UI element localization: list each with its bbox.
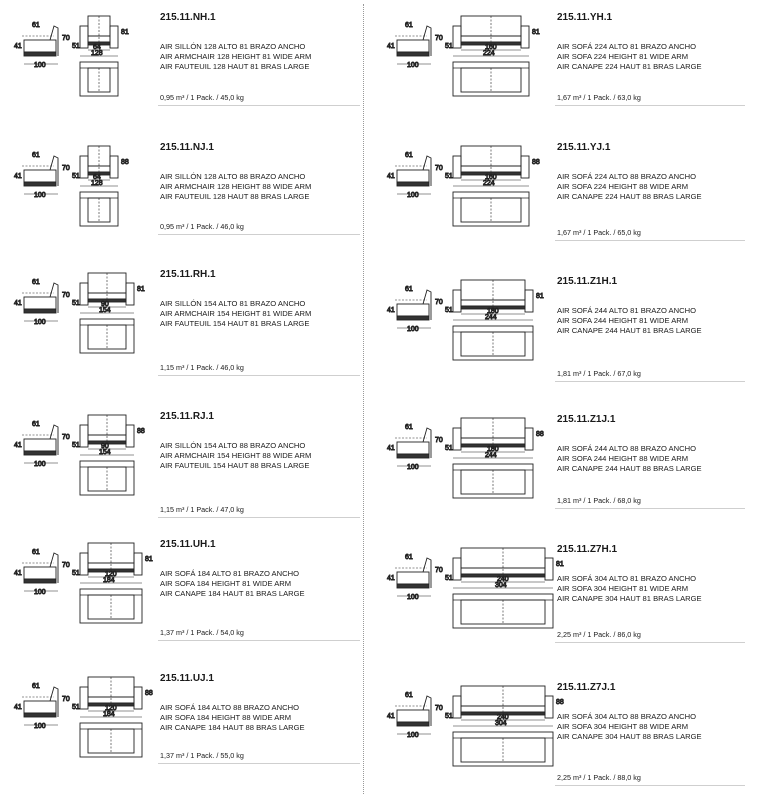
entry-divider	[555, 105, 745, 106]
inner-height-label: 51	[445, 173, 453, 180]
arm-height-label: 70	[62, 562, 70, 569]
product-description	[160, 299, 311, 329]
total-width-label: 304	[495, 582, 507, 589]
packaging-info: 1,37 m³ / 1 Pack. / 55,0 kg	[160, 751, 244, 760]
top-view	[80, 723, 142, 757]
description-line: AIR CANAPE 224 HAUT 88 BRAS LARGE	[557, 192, 702, 201]
front-view	[80, 677, 153, 718]
seat-width-label: 64	[93, 44, 101, 51]
seat-height-label: 41	[387, 307, 395, 314]
arm-height-label: 70	[62, 292, 70, 299]
description-line: AIR SOFA 244 HEIGHT 81 WIDE ARM	[557, 316, 689, 325]
arm-height-label: 70	[435, 165, 443, 172]
front-view	[80, 415, 145, 456]
product-code: 215.11.Z7H.1	[557, 544, 618, 555]
description-line: AIR FAUTEUIL 128 HAUT 88 BRAS LARGE	[160, 192, 310, 201]
product-description	[160, 703, 305, 733]
total-width-label: 154	[99, 307, 111, 314]
top-view	[453, 594, 553, 628]
depth-label: 100	[407, 326, 419, 333]
packaging-info: 1,15 m³ / 1 Pack. / 47,0 kg	[160, 505, 244, 514]
product-code: 215.11.YH.1	[557, 12, 613, 23]
inner-height-label: 51	[72, 173, 80, 180]
top-view	[80, 589, 142, 623]
front-view	[453, 280, 544, 321]
top-view	[80, 62, 118, 96]
total-height-label: 88	[137, 428, 145, 435]
depth-label: 100	[407, 464, 419, 471]
seat-depth-label: 61	[405, 424, 413, 431]
seat-width-label: 160	[485, 174, 497, 181]
side-view	[14, 549, 80, 596]
total-height-label: 81	[145, 556, 153, 563]
description-line: AIR SOFÁ 224 ALTO 81 BRAZO ANCHO	[557, 42, 696, 51]
top-view	[80, 461, 134, 495]
seat-width-label: 90	[101, 301, 109, 308]
product-code: 215.11.Z1J.1	[557, 414, 616, 425]
packaging-info: 1,81 m³ / 1 Pack. / 67,0 kg	[557, 369, 641, 378]
depth-label: 100	[34, 192, 46, 199]
arm-height-label: 70	[62, 696, 70, 703]
depth-label: 100	[407, 594, 419, 601]
product-drawing	[0, 407, 152, 517]
seat-width-label: 180	[487, 308, 499, 315]
top-view	[453, 326, 533, 360]
product-drawing	[373, 272, 549, 382]
depth-label: 100	[407, 732, 419, 739]
total-height-label: 81	[121, 29, 129, 36]
entry-divider	[555, 642, 745, 643]
arm-height-label: 70	[435, 35, 443, 42]
description-line: AIR ARMCHAIR 154 HEIGHT 81 WIDE ARM	[160, 309, 312, 318]
product-description	[160, 441, 311, 471]
description-line: AIR ARMCHAIR 128 HEIGHT 88 WIDE ARM	[160, 182, 312, 191]
depth-label: 100	[407, 62, 419, 69]
description-line: AIR CANAPE 184 HAUT 88 BRAS LARGE	[160, 723, 305, 732]
description-line: AIR SOFÁ 184 ALTO 81 BRAZO ANCHO	[160, 569, 299, 578]
product-description	[160, 172, 311, 202]
arm-height-label: 70	[435, 299, 443, 306]
description-line: AIR FAUTEUIL 154 HAUT 81 BRAS LARGE	[160, 319, 310, 328]
total-height-label: 88	[536, 431, 544, 438]
total-width-label: 304	[495, 720, 507, 727]
description-line: AIR SOFA 304 HEIGHT 88 WIDE ARM	[557, 722, 689, 731]
seat-depth-label: 61	[405, 554, 413, 561]
product-description	[160, 569, 305, 599]
side-view	[387, 152, 453, 199]
seat-height-label: 41	[387, 43, 395, 50]
top-view	[453, 464, 533, 498]
description-line: AIR CANAPE 224 HAUT 81 BRAS LARGE	[557, 62, 702, 71]
total-width-label: 128	[91, 180, 103, 187]
description-line: AIR SOFÁ 304 ALTO 81 BRAZO ANCHO	[557, 574, 696, 583]
seat-width-label: 240	[497, 576, 509, 583]
entry-divider	[158, 640, 360, 641]
description-line: AIR SOFA 224 HEIGHT 88 WIDE ARM	[557, 182, 689, 191]
entry-divider	[555, 785, 745, 786]
entry-divider	[158, 105, 360, 106]
side-view	[14, 683, 80, 730]
front-view	[453, 686, 564, 727]
seat-height-label: 41	[14, 704, 22, 711]
inner-height-label: 51	[445, 43, 453, 50]
side-view	[14, 152, 80, 199]
inner-height-label: 51	[445, 575, 453, 582]
packaging-info: 1,81 m³ / 1 Pack. / 68,0 kg	[557, 496, 641, 505]
description-line: AIR CANAPE 184 HAUT 81 BRAS LARGE	[160, 589, 305, 598]
product-description	[557, 172, 702, 202]
total-height-label: 81	[532, 29, 540, 36]
seat-depth-label: 61	[32, 152, 40, 159]
inner-height-label: 51	[72, 300, 80, 307]
top-view	[80, 319, 134, 353]
product-drawing	[0, 669, 152, 779]
depth-label: 100	[34, 723, 46, 730]
front-view	[80, 146, 129, 187]
side-view	[387, 554, 453, 601]
side-view	[14, 22, 80, 69]
packaging-info: 1,67 m³ / 1 Pack. / 63,0 kg	[557, 93, 641, 102]
description-line: AIR SOFA 224 HEIGHT 81 WIDE ARM	[557, 52, 689, 61]
total-width-label: 244	[485, 452, 497, 459]
seat-width-label: 64	[93, 174, 101, 181]
front-view	[453, 146, 540, 187]
product-description	[557, 712, 702, 742]
description-line: AIR SOFÁ 184 ALTO 88 BRAZO ANCHO	[160, 703, 299, 712]
description-line: AIR SOFÁ 244 ALTO 88 BRAZO ANCHO	[557, 444, 696, 453]
seat-depth-label: 61	[405, 152, 413, 159]
product-code: 215.11.RJ.1	[160, 411, 214, 422]
inner-height-label: 51	[72, 442, 80, 449]
inner-height-label: 51	[72, 43, 80, 50]
product-code: 215.11.UJ.1	[160, 673, 214, 684]
description-line: AIR SOFA 244 HEIGHT 88 WIDE ARM	[557, 454, 689, 463]
description-line: AIR ARMCHAIR 128 HEIGHT 81 WIDE ARM	[160, 52, 312, 61]
inner-height-label: 51	[445, 713, 453, 720]
description-line: AIR SILLÓN 154 ALTO 81 BRAZO ANCHO	[160, 299, 306, 308]
total-width-label: 154	[99, 449, 111, 456]
front-view	[80, 16, 129, 57]
description-line: AIR SOFA 184 HEIGHT 88 WIDE ARM	[160, 713, 292, 722]
total-height-label: 88	[145, 690, 153, 697]
packaging-info: 1,15 m³ / 1 Pack. / 46,0 kg	[160, 363, 244, 372]
product-code: 215.11.NJ.1	[160, 142, 214, 153]
seat-height-label: 41	[14, 173, 22, 180]
top-view	[453, 732, 553, 766]
packaging-info: 0,95 m³ / 1 Pack. / 46,0 kg	[160, 222, 244, 231]
seat-height-label: 41	[387, 173, 395, 180]
description-line: AIR FAUTEUIL 154 HAUT 88 BRAS LARGE	[160, 461, 310, 470]
entry-divider	[158, 517, 360, 518]
inner-height-label: 51	[445, 445, 453, 452]
side-view	[387, 286, 453, 333]
total-height-label: 88	[532, 159, 540, 166]
product-code: 215.11.NH.1	[160, 12, 216, 23]
total-width-label: 184	[103, 711, 115, 718]
description-line: AIR SOFA 184 HEIGHT 81 WIDE ARM	[160, 579, 292, 588]
description-line: AIR SOFÁ 304 ALTO 88 BRAZO ANCHO	[557, 712, 696, 721]
depth-label: 100	[34, 319, 46, 326]
packaging-info: 0,95 m³ / 1 Pack. / 45,0 kg	[160, 93, 244, 102]
side-view	[387, 424, 453, 471]
top-view	[80, 192, 118, 226]
depth-label: 100	[34, 589, 46, 596]
seat-width-label: 90	[101, 443, 109, 450]
seat-height-label: 41	[387, 445, 395, 452]
description-line: AIR CANAPE 244 HAUT 81 BRAS LARGE	[557, 326, 702, 335]
packaging-info: 1,67 m³ / 1 Pack. / 65,0 kg	[557, 228, 641, 237]
total-width-label: 224	[483, 50, 495, 57]
product-drawing	[373, 410, 549, 520]
entry-divider	[158, 763, 360, 764]
description-line: AIR SILLÓN 128 ALTO 88 BRAZO ANCHO	[160, 172, 306, 181]
depth-label: 100	[34, 62, 46, 69]
product-drawing	[373, 138, 549, 248]
total-height-label: 81	[536, 293, 544, 300]
description-line: AIR CANAPE 304 HAUT 81 BRAS LARGE	[557, 594, 702, 603]
product-drawing	[0, 138, 152, 248]
top-view	[453, 192, 529, 226]
description-line: AIR SOFÁ 244 ALTO 81 BRAZO ANCHO	[557, 306, 696, 315]
total-width-label: 244	[485, 314, 497, 321]
product-drawing	[373, 8, 549, 118]
total-height-label: 81	[556, 561, 564, 568]
product-description	[557, 42, 702, 72]
inner-height-label: 51	[72, 570, 80, 577]
seat-height-label: 41	[14, 442, 22, 449]
total-height-label: 88	[121, 159, 129, 166]
side-view	[14, 279, 80, 326]
entry-divider	[158, 375, 360, 376]
description-line: AIR CANAPE 244 HAUT 88 BRAS LARGE	[557, 464, 702, 473]
arm-height-label: 70	[62, 434, 70, 441]
product-code: 215.11.Z7J.1	[557, 682, 616, 693]
product-drawing	[373, 678, 564, 788]
seat-height-label: 41	[14, 570, 22, 577]
front-view	[453, 418, 544, 459]
arm-height-label: 70	[62, 165, 70, 172]
entry-divider	[555, 508, 745, 509]
entry-divider	[555, 240, 745, 241]
arm-height-label: 70	[435, 437, 443, 444]
seat-depth-label: 61	[405, 22, 413, 29]
packaging-info: 2,25 m³ / 1 Pack. / 86,0 kg	[557, 630, 641, 639]
arm-height-label: 70	[62, 35, 70, 42]
seat-width-label: 120	[105, 705, 117, 712]
side-view	[14, 421, 80, 468]
seat-height-label: 41	[14, 43, 22, 50]
total-width-label: 128	[91, 50, 103, 57]
packaging-info: 1,37 m³ / 1 Pack. / 54,0 kg	[160, 628, 244, 637]
inner-height-label: 51	[445, 307, 453, 314]
product-drawing	[0, 535, 152, 645]
product-description	[557, 306, 702, 336]
entry-divider	[158, 234, 360, 235]
description-line: AIR SILLÓN 128 ALTO 81 BRAZO ANCHO	[160, 42, 306, 51]
description-line: AIR SOFA 304 HEIGHT 81 WIDE ARM	[557, 584, 689, 593]
total-height-label: 81	[137, 286, 145, 293]
product-description	[160, 42, 311, 72]
product-description	[557, 574, 702, 604]
seat-height-label: 41	[387, 575, 395, 582]
depth-label: 100	[34, 461, 46, 468]
seat-width-label: 180	[487, 446, 499, 453]
product-drawing	[0, 8, 152, 118]
description-line: AIR FAUTEUIL 128 HAUT 81 BRAS LARGE	[160, 62, 310, 71]
product-description	[557, 444, 702, 474]
seat-depth-label: 61	[32, 279, 40, 286]
seat-depth-label: 61	[405, 286, 413, 293]
seat-height-label: 41	[14, 300, 22, 307]
front-view	[80, 543, 153, 584]
entry-divider	[555, 381, 745, 382]
product-code: 215.11.RH.1	[160, 269, 216, 280]
product-drawing	[0, 265, 152, 375]
front-view	[453, 548, 564, 589]
product-code: 215.11.YJ.1	[557, 142, 611, 153]
description-line: AIR SILLÓN 154 ALTO 88 BRAZO ANCHO	[160, 441, 306, 450]
side-view	[387, 22, 453, 69]
packaging-info: 2,25 m³ / 1 Pack. / 88,0 kg	[557, 773, 641, 782]
column-separator	[363, 4, 364, 794]
front-view	[80, 273, 145, 314]
top-view	[453, 62, 529, 96]
seat-depth-label: 61	[405, 692, 413, 699]
seat-width-label: 160	[485, 44, 497, 51]
front-view	[453, 16, 540, 57]
description-line: AIR SOFÁ 224 ALTO 88 BRAZO ANCHO	[557, 172, 696, 181]
total-height-label: 88	[556, 699, 564, 706]
seat-depth-label: 61	[32, 22, 40, 29]
description-line: AIR ARMCHAIR 154 HEIGHT 88 WIDE ARM	[160, 451, 312, 460]
seat-height-label: 41	[387, 713, 395, 720]
depth-label: 100	[407, 192, 419, 199]
inner-height-label: 51	[72, 704, 80, 711]
product-code: 215.11.UH.1	[160, 539, 216, 550]
total-width-label: 184	[103, 577, 115, 584]
seat-depth-label: 61	[32, 549, 40, 556]
product-code: 215.11.Z1H.1	[557, 276, 618, 287]
description-line: AIR CANAPE 304 HAUT 88 BRAS LARGE	[557, 732, 702, 741]
seat-width-label: 120	[105, 571, 117, 578]
product-drawing	[373, 540, 564, 650]
seat-depth-label: 61	[32, 683, 40, 690]
seat-width-label: 240	[497, 714, 509, 721]
seat-depth-label: 61	[32, 421, 40, 428]
arm-height-label: 70	[435, 567, 443, 574]
side-view	[387, 692, 453, 739]
arm-height-label: 70	[435, 705, 443, 712]
total-width-label: 224	[483, 180, 495, 187]
